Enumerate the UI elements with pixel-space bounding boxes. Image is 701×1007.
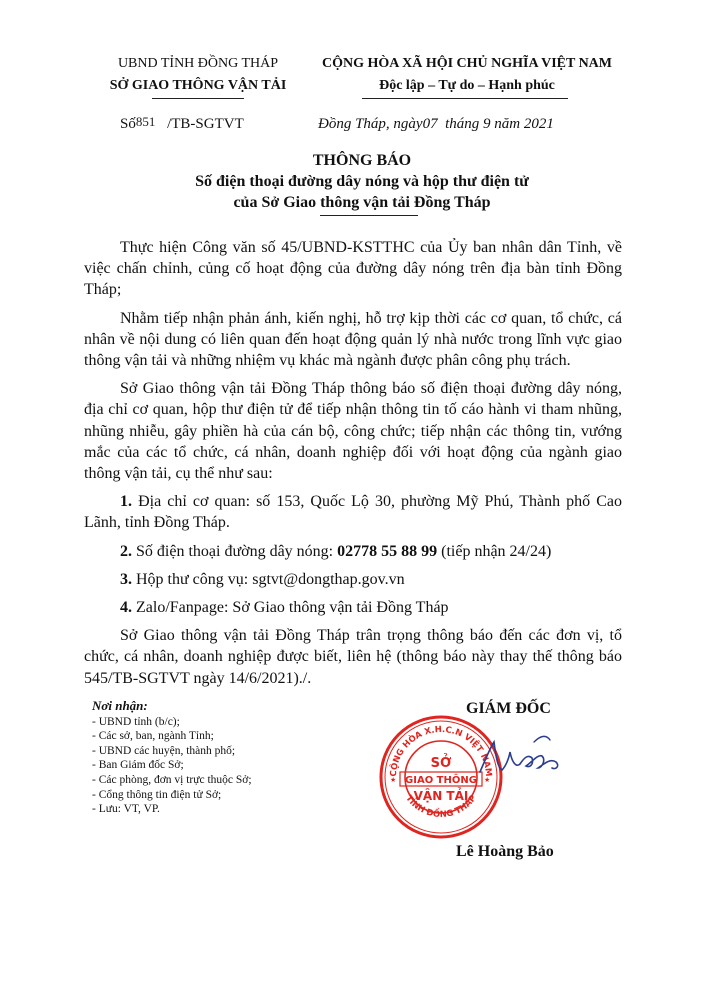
item-3-text: Hộp thư công vụ: sgtvt@dongthap.gov.vn [132,570,405,588]
body-closing-paragraph: Sở Giao thông vận tải Đồng Tháp trân trọng thông báo đến các đơn vị, tổ chức, cá nhân, doanh nghiệp được biết, liên hệ (thông báo này thay thế thông báo 545/TB-SGTVT ngày 14/6/2021)./. [84,627,622,687]
national-title: CỘNG HÒA XÃ HỘI CHỦ NGHĨA VIỆT NAM [321,56,612,71]
stamp-bottom-text: TỈNH ĐỒNG THÁP [403,793,479,821]
signer-name: Lê Hoàng Bảo [456,843,554,860]
recipient-item: - Các sở, ban, ngành Tỉnh; [92,730,214,743]
item-4-text: Zalo/Fanpage: Sở Giao thông vận tải Đồng Tháp [132,599,449,617]
issuer-block [92,55,304,95]
issuer-department: SỞ GIAO THÔNG VẬN TẢI [109,78,287,93]
motto-underline [362,98,568,99]
national-block [302,55,632,95]
body-item-3 [84,569,622,590]
stamp-top-text: CỘNG HÒA X.H.C.N VIỆT NAM [388,724,494,778]
recipient-item: - Ban Giám đốc Sở; [92,759,184,772]
body-item-4 [84,597,622,618]
recipients-block [92,699,332,817]
item-4-number: 4. [120,599,132,617]
body-item-2 [84,541,622,562]
issuer-province: UBND TỈNH ĐỒNG THÁP [117,56,279,71]
body-item-1 [84,491,622,533]
body-paragraph-2: Nhằm tiếp nhận phản ánh, kiến nghị, hỗ trợ kịp thời các cơ quan, tổ chức, cá nhân về nội dung có liên quan đến hoạt động quản lý nhà nước trong lĩnh vực giao thông vận tải và những nhiệm vụ khác mà ngành được phân công phụ trách. [84,309,622,370]
item-2-text: Số điện thoại đường dây nóng: [132,542,338,560]
signer-position: GIÁM ĐỐC [466,700,551,717]
hotline-number: 02778 55 88 99 [337,542,438,560]
national-motto: Độc lập – Tự do – Hạnh phúc [379,78,555,93]
recipient-item: - UBND tỉnh (b/c); [92,715,180,728]
handwritten-signature-icon [476,728,566,788]
svg-text:★: ★ [484,776,491,784]
stamp-center-line-2: GIAO THÔNG [405,775,477,786]
title-main: THÔNG BÁO [312,152,412,169]
stamp-center-line-1: SỞ [430,756,452,771]
recipient-item: - UBND các huyện, thành phố; [92,744,236,757]
doc-number-value: 851 [135,114,156,129]
issuer-underline [152,98,244,99]
recipient-item: - Cổng thông tin điện tử Sở; [92,788,222,801]
item-1-number: 1. [120,493,132,511]
svg-text:★: ★ [390,776,397,784]
item-1-text: Địa chỉ cơ quan: số 153, Quốc Lộ 30, phường Mỹ Phú, Thành phố Cao Lãnh, tỉnh Đồng Tháp. [84,493,622,532]
recipient-item: - Các phòng, đơn vị trực thuộc Sở; [92,773,252,786]
title-sub2: của Sở Giao thông vận tải Đồng Tháp [233,194,491,211]
document-title [92,150,632,213]
title-sub1: Số điện thoại đường dây nóng và hộp thư điện tử [195,173,529,190]
item-3-number: 3. [120,570,132,588]
stamp-center-line-3: VẬN TẢI [413,789,469,803]
place-date: Đồng Tháp, ngày07 tháng 9 năm 2021 [318,116,554,132]
recipient-item: - Lưu: VT, VP. [92,803,160,816]
body-paragraph-1: Thực hiện Công văn số 45/UBND-KSTTHC của Ủy ban nhân dân Tỉnh, về việc chấn chỉnh, củng cố hoạt động của đường dây nóng trên địa bàn tỉnh Đồng Tháp; [84,239,622,299]
item-2-tail: (tiếp nhận 24/24) [437,542,552,560]
body-paragraph-3: Sở Giao thông vận tải Đồng Tháp thông báo số điện thoại đường dây nóng, địa chỉ cơ quan, hộp thư điện tử để tiếp nhận thông tin tố cáo hành vi tham nhũng, nhũng nhiễu, gây phiền hà của cán bộ, công chức; tiếp nhận các thông tin, vướng mắc của các tổ chức, cá nhân, doanh nghiệp đối với hoạt động của ngành giao thông vận tải, cụ thể như sau: [84,380,622,483]
doc-number-prefix: Số [120,116,136,132]
doc-number-suffix: /TB-SGTVT [167,116,244,132]
document-number [120,116,244,133]
title-underline [320,215,418,216]
document-body [84,237,622,696]
recipients-heading: Nơi nhận: [92,698,148,713]
item-2-number: 2. [120,542,132,560]
